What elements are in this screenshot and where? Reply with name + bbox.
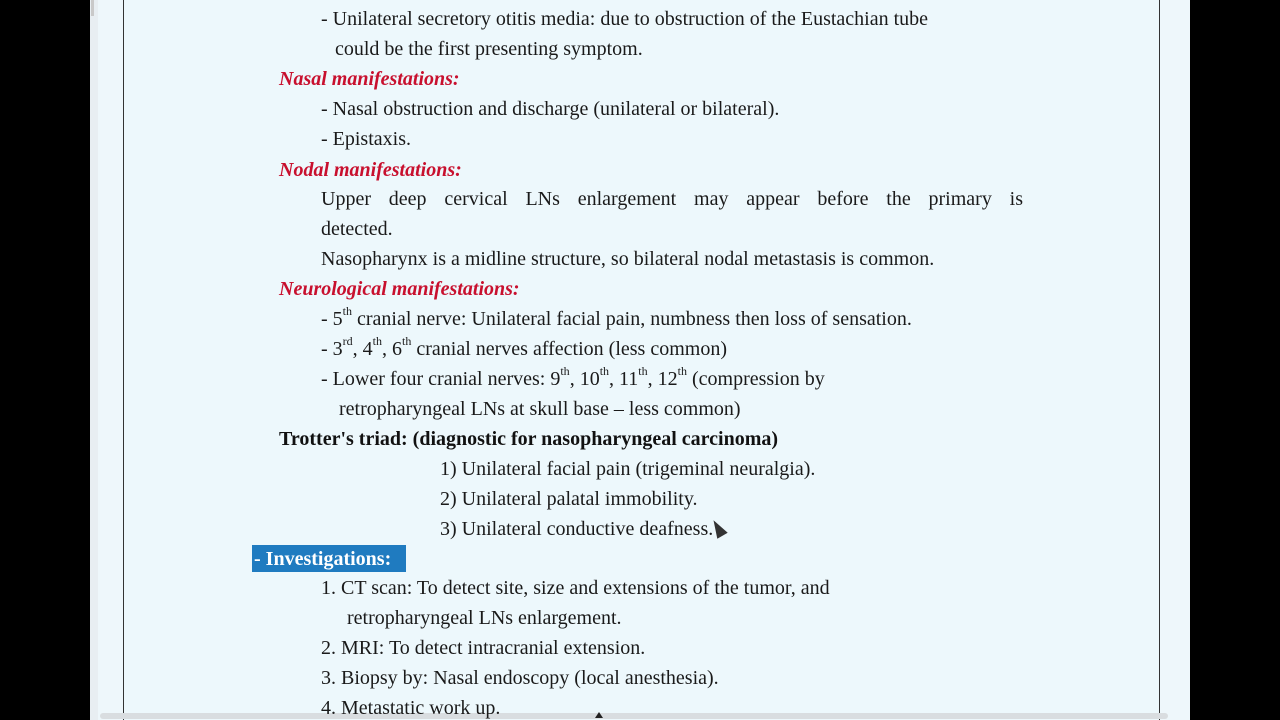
text-span: (compression by [686, 368, 825, 390]
text-line: - Epistaxis. [321, 128, 411, 150]
list-item: 2) Unilateral palatal immobility. [440, 488, 698, 510]
section-heading-nodal: Nodal manifestations: [279, 159, 462, 181]
superscript: th [402, 334, 412, 349]
superscript: th [638, 364, 648, 379]
list-item: 4. Metastatic work up. [321, 697, 501, 719]
text-span: , 12 [647, 368, 678, 390]
text-span: cranial nerves affection (less common) [411, 338, 727, 360]
text-span: , 4 [352, 338, 373, 360]
horizontal-scrollbar[interactable] [100, 713, 1168, 719]
text-line: could be the first presenting symptom. [335, 38, 643, 60]
justified-text: Upper deep cervical LNs enlargement may appear before the primary is [321, 188, 1023, 210]
scroll-marker [91, 0, 94, 16]
section-heading-neurological: Neurological manifestations: [279, 278, 520, 300]
list-item: 1. CT scan: To detect site, size and extensions of the tumor, and [321, 577, 830, 599]
section-heading-investigations: - Investigations: [254, 548, 392, 570]
list-item: 3) Unilateral conductive deafness. [440, 518, 714, 540]
text-line [321, 304, 912, 331]
text-line [321, 334, 727, 361]
text-line [321, 187, 1023, 211]
text-line: retropharyngeal LNs enlargement. [347, 607, 622, 629]
text-span: , 10 [569, 368, 600, 390]
section-heading-nasal: Nasal manifestations: [279, 68, 460, 90]
list-item: 2. MRI: To detect intracranial extension. [321, 637, 646, 659]
superscript: th [599, 364, 610, 379]
superscript: th [342, 304, 353, 319]
superscript: th [560, 364, 570, 379]
superscript: th [372, 334, 383, 349]
text-span: , 11 [609, 368, 639, 390]
superscript: rd [342, 334, 353, 349]
text-span: - 5 [321, 308, 343, 330]
list-item: 1) Unilateral facial pain (trigeminal neuralgia). [440, 458, 816, 480]
left-scroll-edge [90, 0, 98, 720]
text-span: - 3 [321, 338, 343, 360]
text-line: - Unilateral secretory otitis media: due to obstruction of the Eustachian tube [321, 8, 929, 30]
text-span: cranial nerve: Unilateral facial pain, numbness then loss of sensation. [352, 308, 912, 330]
text-span: - Lower four cranial nerves: 9 [321, 368, 561, 390]
text-line: - Nasal obstruction and discharge (unilateral or bilateral). [321, 98, 780, 120]
text-span: , 6 [382, 338, 403, 360]
text-line [321, 364, 825, 391]
text-line: Nasopharynx is a midline structure, so bilateral nodal metastasis is common. [321, 248, 935, 270]
scroll-arrow-icon[interactable] [595, 712, 603, 718]
list-item: 3. Biopsy by: Nasal endoscopy (local anesthesia). [321, 667, 719, 689]
text-line: detected. [321, 218, 393, 240]
text-line: retropharyngeal LNs at skull base – less common) [339, 398, 741, 420]
superscript: th [677, 364, 687, 379]
section-heading-trotter: Trotter's triad: (diagnostic for nasopharyngeal carcinoma) [279, 428, 779, 450]
